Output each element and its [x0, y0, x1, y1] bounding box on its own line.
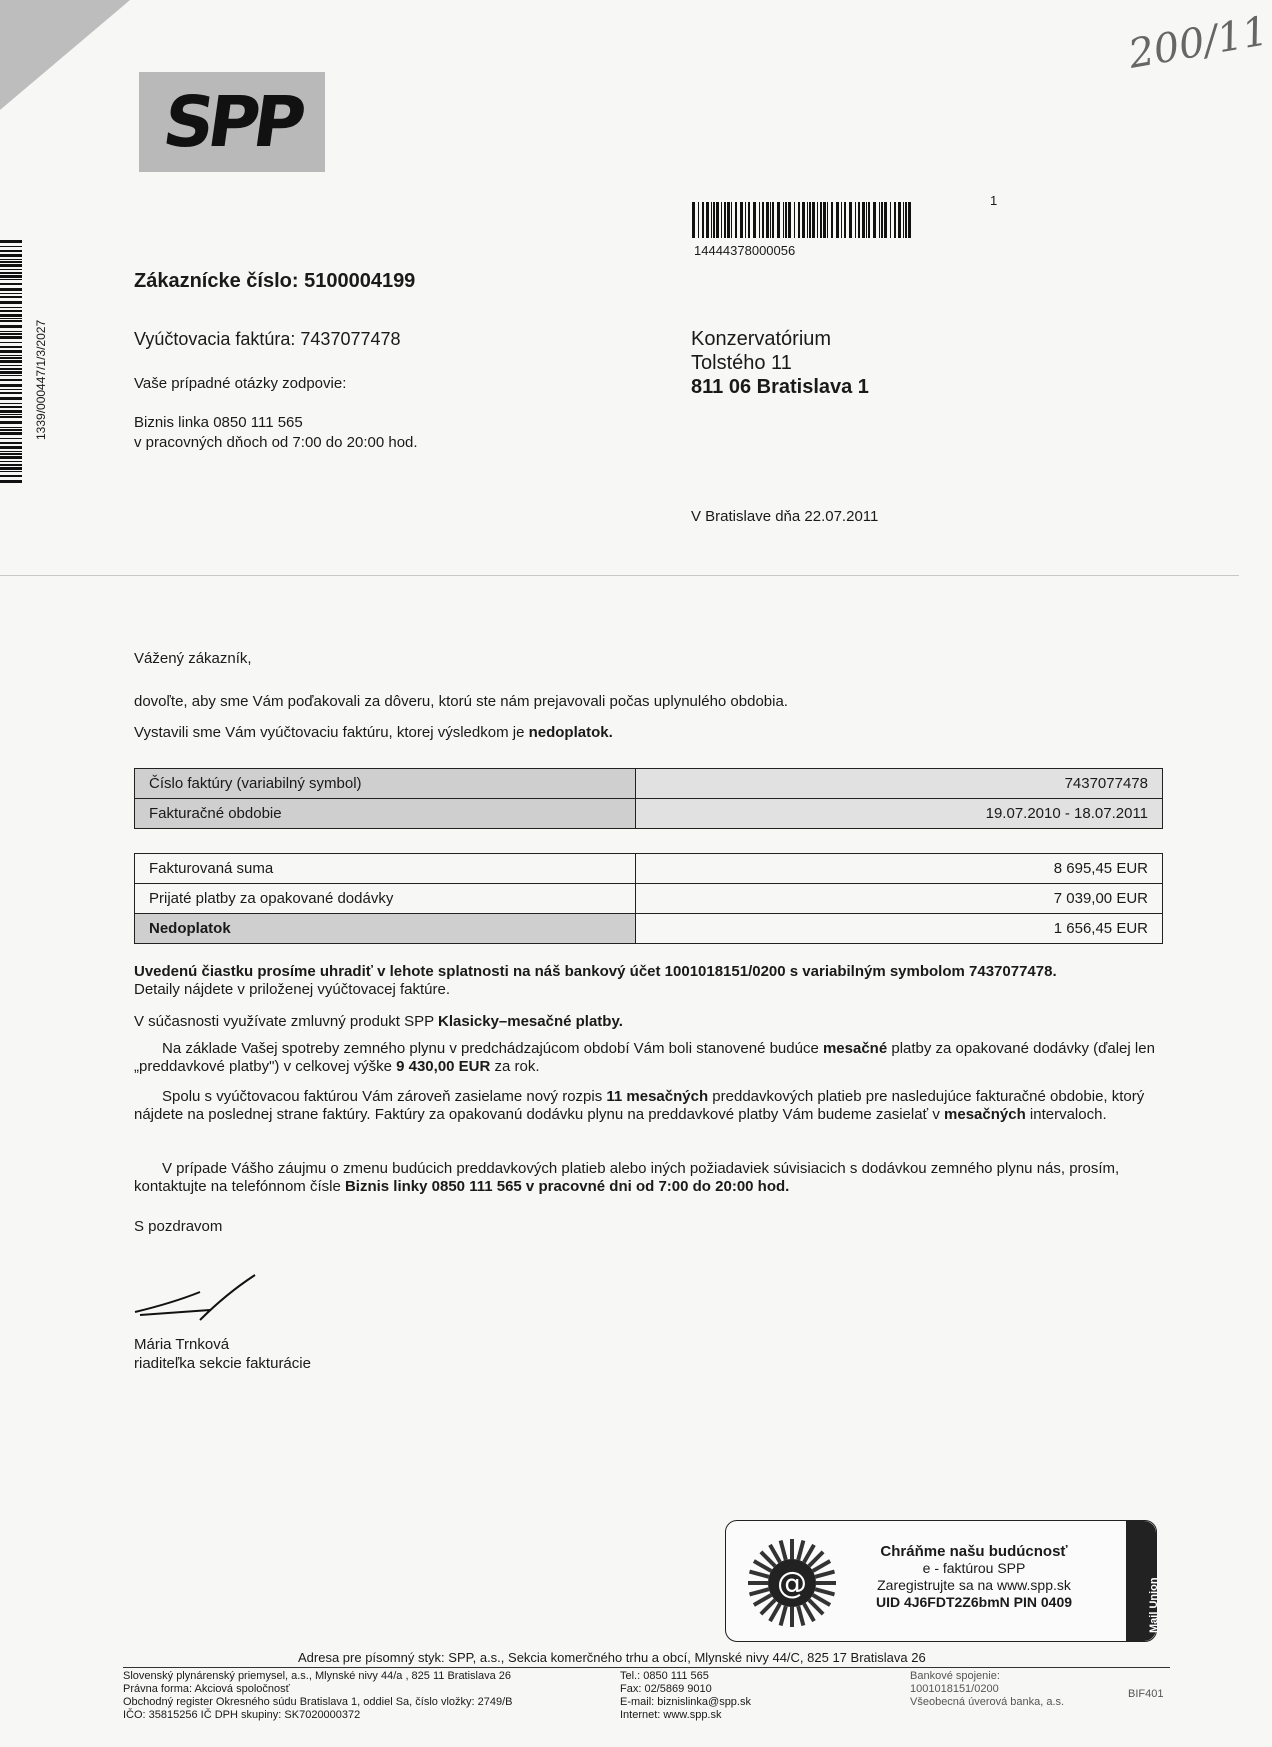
barcode-number: 14444378000056	[694, 243, 796, 258]
text-run: V prípade Vášho záujmu o zmenu budúcich preddavkových platieb alebo iných požiadaviek súvisiacich s dodávkou zemného plynu nás, prosím, kontaktujte na telefónnom čísle	[134, 1160, 1120, 1195]
text-run: Na základe Vašej spotreby zemného plynu v predchádzajúcom období Vám boli stanovené budúce	[162, 1040, 823, 1057]
payments-paragraph	[134, 1040, 1168, 1076]
text-bold: Biznis linky 0850 111 565 v pracovné dni od 7:00 do 20:00 hod.	[344, 1178, 790, 1195]
page-number: 1	[990, 193, 998, 208]
recipient-street: Tolstého 11	[691, 352, 792, 374]
promo-credentials: UID 4J6FDT2Z6bmN PIN 0409	[875, 1594, 1073, 1610]
signer	[134, 1335, 311, 1373]
promo-heading: Chráňme našu budúcnosť	[880, 1543, 1068, 1560]
promo-text	[854, 1543, 1094, 1611]
at-sign-flower-icon	[746, 1537, 838, 1629]
footer-line: Bankové spojenie:	[910, 1670, 1000, 1682]
signer-title: riaditeľka sekcie fakturácie	[134, 1355, 311, 1372]
barcode	[692, 202, 910, 238]
text-run: za rok.	[490, 1058, 540, 1075]
text-run: preddavkových platieb pre nasledujúce fakturačné obdobie, ktorý nájdete na poslednej strane faktúry. Faktúry za opakovanú dodávku plynu na preddavkové platby Vám budeme zasielať v	[134, 1088, 1145, 1123]
recipient-city: 811 06 Bratislava 1	[691, 376, 869, 398]
table-cell-label: Nedoplatok	[135, 914, 636, 944]
table-cell-value: 19.07.2010 - 18.07.2011	[636, 799, 1163, 829]
payment-instructions	[134, 963, 1174, 999]
table-row	[135, 854, 1163, 884]
hotline-number: Biznis linka 0850 111 565	[134, 414, 303, 431]
badge-label: Mail Union	[1148, 1577, 1160, 1633]
text-bold: 9 430,00 EUR	[396, 1058, 491, 1075]
payment-bold: Uvedenú čiastku prosíme uhradiť v lehote splatnosti na náš bankový účet 1001018151/0200 s variabilným symbolom 7437077478.	[134, 963, 1057, 980]
svg-text:@: @	[777, 1566, 807, 1601]
text-bold: 11 mesačných	[606, 1088, 709, 1105]
invoice-number: Vyúčtovacia faktúra: 7437077478	[134, 329, 401, 349]
product-name: Klasicky–mesačné platby.	[438, 1013, 623, 1030]
recipient-name: Konzervatórium	[691, 328, 832, 350]
footer-line: Obchodný register Okresného súdu Bratislava 1, oddiel Sa, číslo vložky: 2749/B	[123, 1696, 513, 1708]
table-cell-label: Prijaté platby za opakované dodávky	[135, 884, 636, 914]
table-row	[135, 799, 1163, 829]
signature	[130, 1270, 270, 1330]
side-barcode	[0, 240, 22, 485]
contact-intro: Vaše prípadné otázky zodpovie:	[134, 375, 347, 392]
table-cell-value: 7437077478	[636, 769, 1163, 799]
contact-paragraph	[134, 1160, 1168, 1196]
payment-detail: Detaily nájdete v priloženej vyúčtovacej faktúre.	[134, 981, 450, 998]
regards: S pozdravom	[134, 1218, 223, 1235]
table-cell-label: Číslo faktúry (variabilný symbol)	[135, 769, 636, 799]
product-line	[134, 1013, 623, 1030]
footer-line: Všeobecná úverová banka, a.s.	[910, 1696, 1065, 1708]
footer-line: Slovenský plynárenský priemysel, a.s., Mlynské nivy 44/a , 825 11 Bratislava 26	[123, 1670, 512, 1682]
product-text: V súčasnosti využívate zmluvný produkt SPP	[134, 1013, 439, 1030]
footer-line: Právna forma: Akciová spoločnosť	[123, 1683, 290, 1695]
letter-date: V Bratislave dňa 22.07.2011	[691, 508, 879, 525]
footer-line: E-mail: biznislinka@spp.sk	[620, 1696, 751, 1708]
footer-divider	[123, 1667, 1170, 1668]
footer-line: Tel.: 0850 111 565	[620, 1670, 709, 1682]
footer-line: IČO: 35815256 IČ DPH skupiny: SK7020000372	[123, 1709, 361, 1721]
result-bold: nedoplatok.	[528, 724, 613, 741]
footer-line: Fax: 02/5869 9010	[620, 1683, 712, 1695]
intro-paragraph: dovoľte, aby sme Vám poďakovali za dôveru, ktorú ste nám prejavovali počas uplynulého obdobia.	[134, 693, 788, 710]
side-code: 1339/000447/1/3/2027	[34, 319, 48, 440]
table-row	[135, 914, 1163, 944]
footer-line: 1001018151/0200	[910, 1683, 999, 1695]
spp-logo: SPP	[139, 72, 325, 172]
footer-contact	[620, 1670, 751, 1722]
schedule-paragraph	[134, 1088, 1168, 1124]
handwritten-note: 200/11	[1125, 8, 1272, 78]
text-run: Spolu s vyúčtovacou faktúrou Vám zároveň zasielame nový rozpis	[162, 1088, 607, 1105]
promo-line: e - faktúrou SPP	[922, 1560, 1026, 1576]
footer-line: Internet: www.spp.sk	[620, 1709, 722, 1721]
table-row	[135, 769, 1163, 799]
text-run: intervaloch.	[1025, 1106, 1107, 1123]
footer-company	[123, 1670, 513, 1722]
signer-name: Mária Trnková	[134, 1336, 230, 1353]
fold-line	[0, 575, 1239, 576]
invoice-table	[134, 768, 1163, 829]
text-run: platby za opakované dodávky (ďalej len „preddavkové platby") v celkovej výške	[134, 1040, 1155, 1075]
promo-line: Zaregistrujte sa na www.spp.sk	[877, 1577, 1071, 1593]
table-cell-value: 1 656,45 EUR	[636, 914, 1163, 944]
customer-number: Zákaznícke číslo: 5100004199	[134, 270, 416, 292]
mail-union-badge	[1126, 1521, 1160, 1641]
table-row	[135, 884, 1163, 914]
form-code: BIF401	[1128, 1688, 1164, 1700]
amounts-table	[134, 853, 1163, 944]
table-cell-value: 7 039,00 EUR	[636, 884, 1163, 914]
table-cell-label: Fakturačné obdobie	[135, 799, 636, 829]
text-bold: mesačných	[944, 1106, 1026, 1123]
footer-bank	[910, 1670, 1064, 1709]
correspondence-address: Adresa pre písomný styk: SPP, a.s., Sekcia komerčného trhu a obcí, Mlynské nivy 44/C, 825 17 Bratislava 26	[298, 1650, 926, 1665]
result-text: Vystavili sme Vám vyúčtovaciu faktúru, ktorej výsledkom je	[134, 724, 529, 741]
e-invoice-promo	[725, 1520, 1160, 1642]
text-bold: mesačné	[822, 1040, 888, 1057]
result-paragraph	[134, 724, 613, 741]
paper-fold-corner	[0, 0, 130, 110]
table-cell-label: Fakturovaná suma	[135, 854, 636, 884]
table-cell-value: 8 695,45 EUR	[636, 854, 1163, 884]
hotline	[134, 413, 418, 453]
greeting: Vážený zákazník,	[134, 650, 252, 667]
hotline-hours: v pracovných dňoch od 7:00 do 20:00 hod.	[134, 434, 418, 451]
recipient-address	[691, 327, 869, 399]
